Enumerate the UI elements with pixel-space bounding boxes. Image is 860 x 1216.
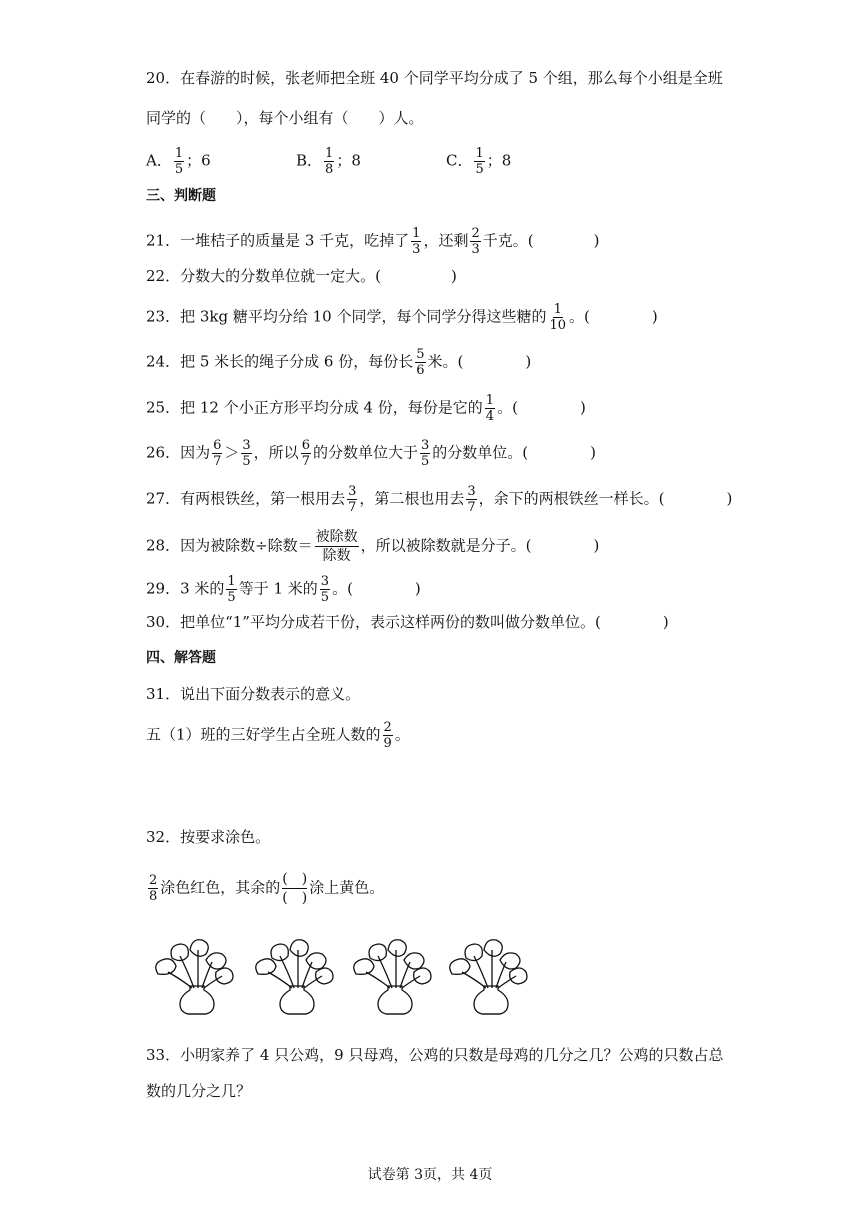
fraction: $\frac{2}{8}$ [149,873,158,904]
fraction: $\frac{6}{7}$ [213,438,222,469]
q26: 26．因为 $\frac{6}{7}$ ＞ $\frac{3}{5}$ ，所以 $\frac{6}{7}$ 的分数单位大于 $\frac{3}{5}$ 的分数单位。( ) [146,438,596,469]
fraction: $\frac{1}{10}$ [549,302,567,333]
q25: 25．把 12 个小正方形平均分成 4 份，每份是它的 $\frac{1}{4}$ 。( ) [146,393,586,424]
fraction: $\frac{5}{6}$ [416,347,425,378]
fraction: $\frac{2}{9}$ [383,720,392,751]
q24: 24．把 5 米长的绳子分成 6 份，每份长 $\frac{5}{6}$ 米。( ) [146,347,532,378]
fraction: $\frac{1}{3}$ [412,226,421,257]
fraction: $\frac{3}{7}$ [467,484,476,515]
q20-line2: 同学的（ ），每个小组有（ ）人。 [146,109,424,127]
fraction: $\frac{2}{3}$ [471,226,480,257]
page-footer: 试卷第 3页，共 4页 [367,1167,493,1183]
section-heading-judgement: 三、判断题 [146,188,216,204]
fraction: $\frac{3}{5}$ [242,438,251,469]
q31-title: 31．说出下面分数表示的意义。 [146,685,361,703]
fraction: $\frac{3}{7}$ [348,484,357,515]
q20-option-b[interactable]: B． $\frac{1}{8}$ ；8 [296,146,361,177]
q32-instruction: $\frac{2}{8}$ 涂色红色，其余的 ( ) ( ) 涂上黄色。 [149,871,385,906]
q31-statement: 五（1）班的三好学生占全班人数的 $\frac{2}{9}$ 。 [146,720,410,751]
q33-line2: 数的几分之几？ [146,1082,252,1100]
q22: 22．分数大的分数单位就一定大。( ) [146,267,457,285]
q33-line1: 33．小明家养了 4 只公鸡，9 只母鸡，公鸡的只数是母鸡的几分之几？公鸡的只数占总 [146,1046,724,1064]
q23: 23．把 3kg 糖平均分给 10 个同学，每个同学分得这些糖的 $\frac{1}{10}$ 。( ) [146,302,658,333]
q20-line1: 20．在春游的时候，张老师把全班 40 个同学平均分成了 5 个组，那么每个小组是全班 [146,69,723,87]
fraction: $\frac{3}{5}$ [420,438,430,469]
fraction: $\frac{1}{5}$ [174,146,184,177]
q29: 29．3 米的 $\frac{1}{5}$ 等于 1 米的 $\frac{3}{5}$ 。( ) [146,574,421,605]
fraction: $\frac{1}{5}$ [227,574,236,605]
q27: 27．有两根铁丝，第一根用去 $\frac{3}{7}$ ，第二根也用去 $\frac{3}{7}$ ，余下的两根铁丝一样长。( ) [146,484,733,515]
blank-fraction[interactable]: ( ) ( ) [282,871,308,906]
fraction: $\frac{1}{4}$ [485,393,495,424]
fraction: $\frac{1}{5}$ [475,146,484,177]
q20-option-c[interactable]: C． $\frac{1}{5}$ ；8 [446,146,512,177]
section-heading-answer: 四、解答题 [146,650,216,666]
fraction: $\frac{6}{7}$ [301,438,310,469]
fraction: $\frac{1}{8}$ [325,146,334,177]
flower-vase [156,940,233,1014]
q32-title: 32．按要求涂色。 [146,828,271,846]
q30: 30．把单位“1”平均分成若干份，表示这样两份的数叫做分数单位。( ) [146,613,669,631]
fraction: $\frac{3}{5}$ [320,574,330,605]
q20-option-a[interactable]: A． $\frac{1}{5}$ ；6 [146,146,211,177]
q28: 28．因为被除数÷除数＝ $\frac{\text{被除数}}{\text{除数}}$ ，所以被除数就是分子。( ) [146,529,600,564]
q21: 21．一堆桔子的质量是 3 千克，吃掉了 $\frac{1}{3}$ ，还剩 $\frac{2}{3}$ 千克。( ) [146,226,600,257]
fraction: $\frac{\text{被除数}}{\text{除数}}$ [315,529,358,564]
flower-vases-image [150,936,550,1016]
